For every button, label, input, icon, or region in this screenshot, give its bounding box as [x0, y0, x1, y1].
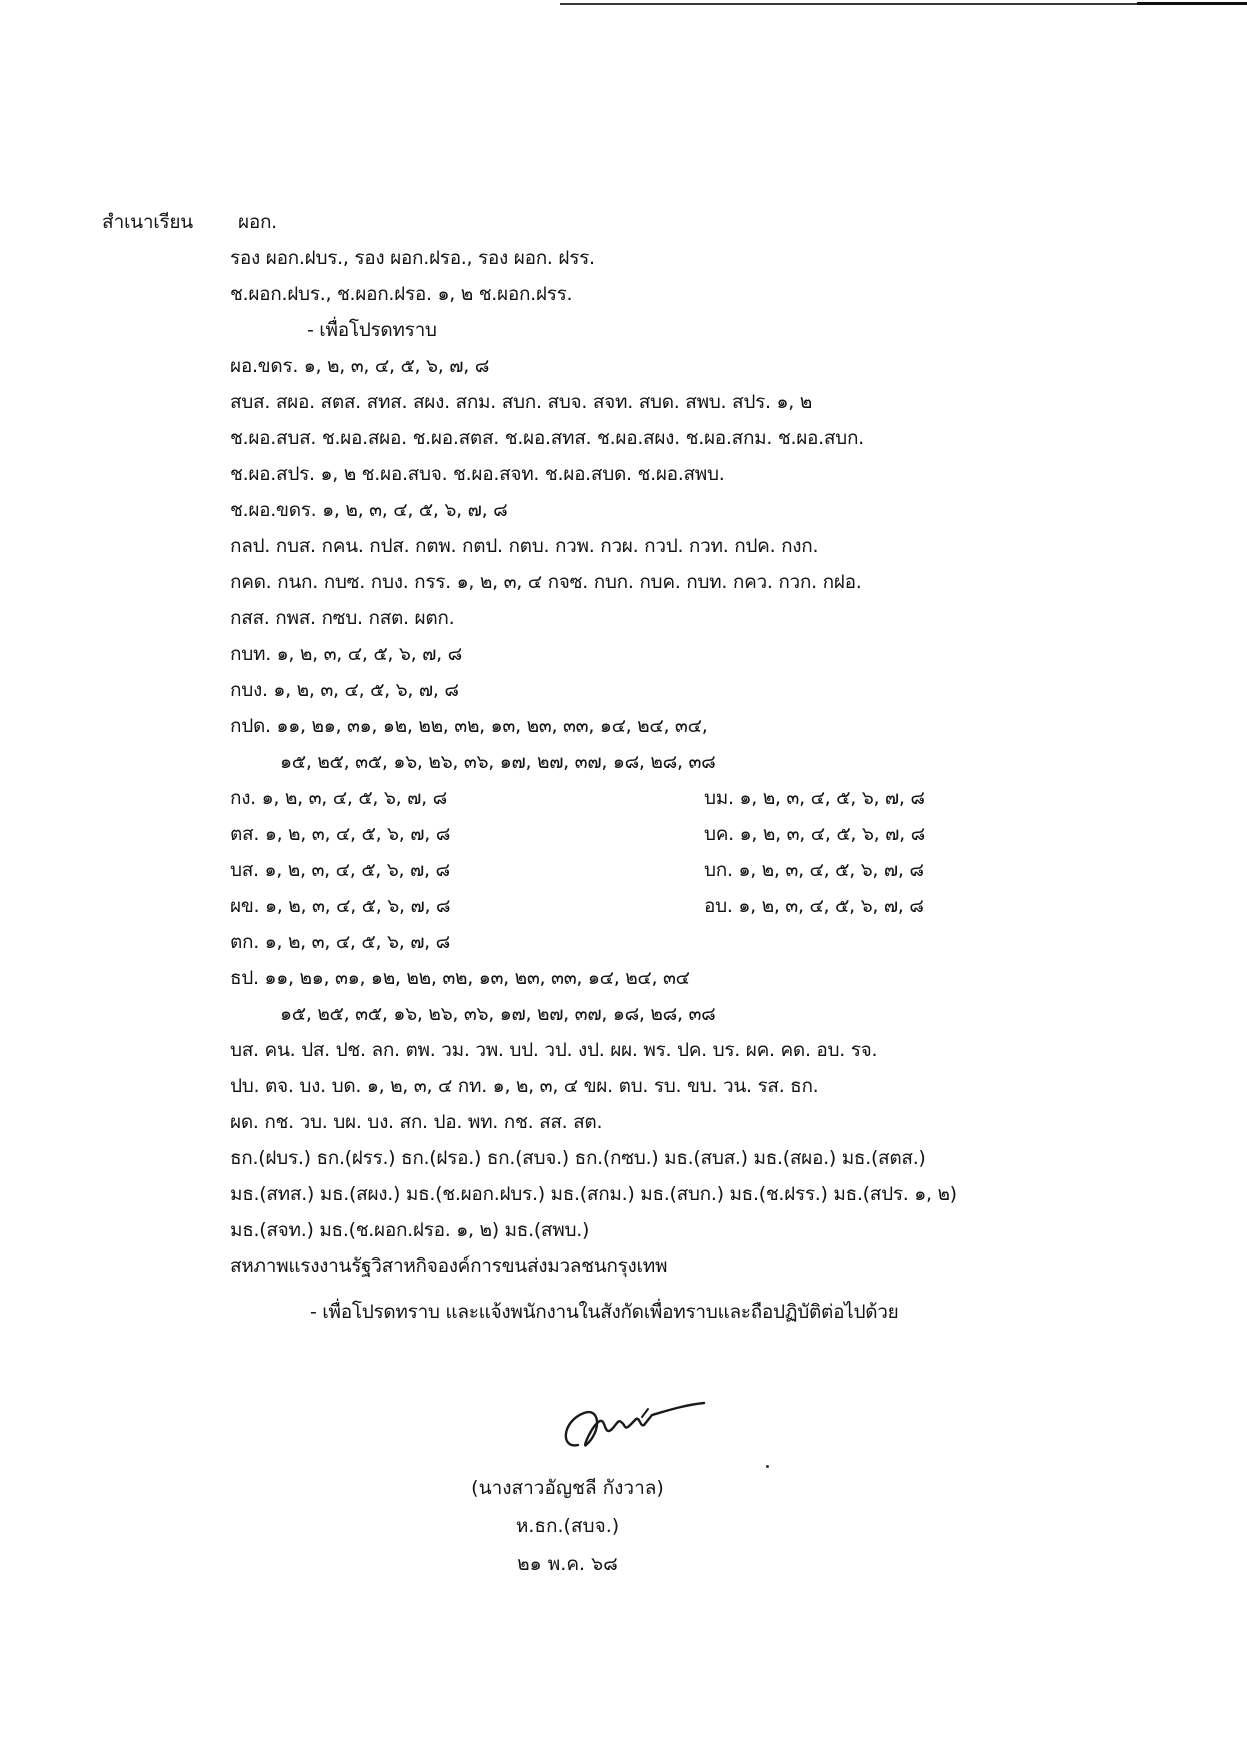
- cc-pair-row-0: [230, 780, 1222, 816]
- cc-line-15: ๑๕, ๒๕, ๓๕, ๑๖, ๒๖, ๓๖, ๑๗, ๒๗, ๓๗, ๑๘, ๒๘, ๓๘: [280, 751, 716, 773]
- cc-pair-left: กง. ๑, ๒, ๓, ๔, ๕, ๖, ๗, ๘: [230, 787, 447, 809]
- signer-position: ห.ธก.(สบจ.): [515, 1515, 620, 1537]
- cc-line-4: ผอ.ขดร. ๑, ๒, ๓, ๔, ๕, ๖, ๗, ๘: [230, 355, 490, 377]
- cc-line-11: กสส. กพส. กซบ. กสต. ผตก.: [230, 607, 455, 629]
- cc-pair-left: ตส. ๑, ๒, ๓, ๔, ๕, ๖, ๗, ๘: [230, 823, 451, 845]
- cc-pair-row-3: [230, 888, 1222, 924]
- cc-line-14: กปด. ๑๑, ๒๑, ๓๑, ๑๒, ๒๒, ๓๒, ๑๓, ๒๓, ๓๓, ๑๔, ๒๔, ๓๔,: [230, 715, 708, 737]
- cc-pair-left: บส. ๑, ๒, ๓, ๔, ๕, ๖, ๗, ๘: [230, 859, 450, 881]
- cc-pair-row-1: [230, 816, 1222, 852]
- cc-line-0: ผอก.: [238, 211, 277, 233]
- cc-line-9: กลป. กบส. กคน. กปส. กตพ. กตป. กตบ. กวพ. กวผ. กวป. กวท. กปค. กงก.: [230, 535, 819, 557]
- cc-line-22: ธก.(ฝบร.) ธก.(ฝรร.) ธก.(ฝรอ.) ธก.(สบจ.) ธก.(กซบ.) มธ.(สบส.) มธ.(สผอ.) มธ.(สตส.): [230, 1147, 926, 1169]
- cc-pair-left: ผข. ๑, ๒, ๓, ๔, ๕, ๖, ๗, ๘: [230, 895, 451, 917]
- document-body: [102, 204, 1222, 1330]
- cc-line-19: บส. คน. ปส. ปช. ลก. ตพ. วม. วพ. บป. วป. งป. ผผ. พร. ปค. บร. ผค. คด. อบ. รจ.: [230, 1039, 878, 1061]
- cc-pair-right: อบ. ๑, ๒, ๓, ๔, ๕, ๖, ๗, ๘: [704, 895, 924, 917]
- cc-label: สำเนาเรียน: [102, 211, 193, 233]
- cc-header: [102, 204, 1222, 240]
- stray-mark: [766, 1465, 769, 1468]
- cc-line-20: ปบ. ตจ. บง. บด. ๑, ๒, ๓, ๔ กท. ๑, ๒, ๓, ๔ ขผ. ตบ. รบ. ขบ. วน. รส. ธก.: [230, 1075, 819, 1097]
- document-date: ๒๑ พ.ค. ๖๘: [517, 1553, 618, 1575]
- cc-line-7: ช.ผอ.สปร. ๑, ๒ ช.ผอ.สบจ. ช.ผอ.สจท. ช.ผอ.สบด. ช.ผอ.สพบ.: [230, 463, 725, 485]
- signature-block: [0, 1395, 1247, 1595]
- cc-pair-row-2: [230, 852, 1222, 888]
- cc-line-16: ตก. ๑, ๒, ๓, ๔, ๕, ๖, ๗, ๘: [230, 931, 451, 953]
- cc-line-10: กคด. กนก. กบซ. กบง. กรร. ๑, ๒, ๓, ๔ กจซ. กบก. กบค. กบท. กคว. กวก. กฝอ.: [230, 571, 862, 593]
- cc-line-2: ช.ผอก.ฝบร., ช.ผอก.ฝรอ. ๑, ๒ ช.ผอก.ฝรร.: [230, 283, 573, 305]
- cc-line-21: ผด. กช. วบ. บผ. บง. สก. ปอ. พท. กช. สส. สต.: [230, 1111, 603, 1133]
- cc-pair-right: บค. ๑, ๒, ๓, ๔, ๕, ๖, ๗, ๘: [704, 823, 925, 845]
- cc-line-8: ช.ผอ.ขดร. ๑, ๒, ๓, ๔, ๕, ๖, ๗, ๘: [230, 499, 508, 521]
- cc-pair-right: บม. ๑, ๒, ๓, ๔, ๕, ๖, ๗, ๘: [704, 787, 925, 809]
- cc-line-24: มธ.(สจท.) มธ.(ช.ผอก.ฝรอ. ๑, ๒) มธ.(สพบ.): [230, 1219, 590, 1241]
- cc-line-6: ช.ผอ.สบส. ช.ผอ.สผอ. ช.ผอ.สตส. ช.ผอ.สทส. ช.ผอ.สผง. ช.ผอ.สกม. ช.ผอ.สบก.: [230, 427, 864, 449]
- cc-line-12: กบท. ๑, ๒, ๓, ๔, ๕, ๖, ๗, ๘: [230, 643, 462, 665]
- cc-line-25: สหภาพแรงงานรัฐวิสาหกิจองค์การขนส่งมวลชนกรุงเทพ: [230, 1255, 668, 1277]
- distribution-note: - เพื่อโปรดทราบ และแจ้งพนักงานในสังกัดเพื่อทราบและถือปฏิบัติต่อไปด้วย: [310, 1301, 899, 1323]
- cc-line-1: รอง ผอก.ฝบร., รอง ผอก.ฝรอ., รอง ผอก. ฝรร.: [230, 247, 595, 269]
- cc-note-short: - เพื่อโปรดทราบ: [307, 319, 437, 341]
- signer-name: (นางสาวอัญชลี กังวาล): [471, 1477, 664, 1499]
- top-rule: [560, 3, 1247, 5]
- cc-line-17: ธป. ๑๑, ๒๑, ๓๑, ๑๒, ๒๒, ๓๒, ๑๓, ๒๓, ๓๓, ๑๔, ๒๔, ๓๔: [230, 967, 690, 989]
- cc-line-13: กบง. ๑, ๒, ๓, ๔, ๕, ๖, ๗, ๘: [230, 679, 459, 701]
- cc-line-5: สบส. สผอ. สตส. สทส. สผง. สกม. สบก. สบจ. สจท. สบด. สพบ. สปร. ๑, ๒: [230, 391, 812, 413]
- cc-line-23: มธ.(สทส.) มธ.(สผง.) มธ.(ช.ผอก.ฝบร.) มธ.(สกม.) มธ.(สบก.) มธ.(ช.ฝรร.) มธ.(สปร. ๑, ๒): [230, 1183, 957, 1205]
- handwritten-signature: [556, 1395, 706, 1459]
- cc-line-18: ๑๕, ๒๕, ๓๕, ๑๖, ๒๖, ๓๖, ๑๗, ๒๗, ๓๗, ๑๘, ๒๘, ๓๘: [280, 1003, 716, 1025]
- cc-pair-right: บก. ๑, ๒, ๓, ๔, ๕, ๖, ๗, ๘: [704, 859, 924, 881]
